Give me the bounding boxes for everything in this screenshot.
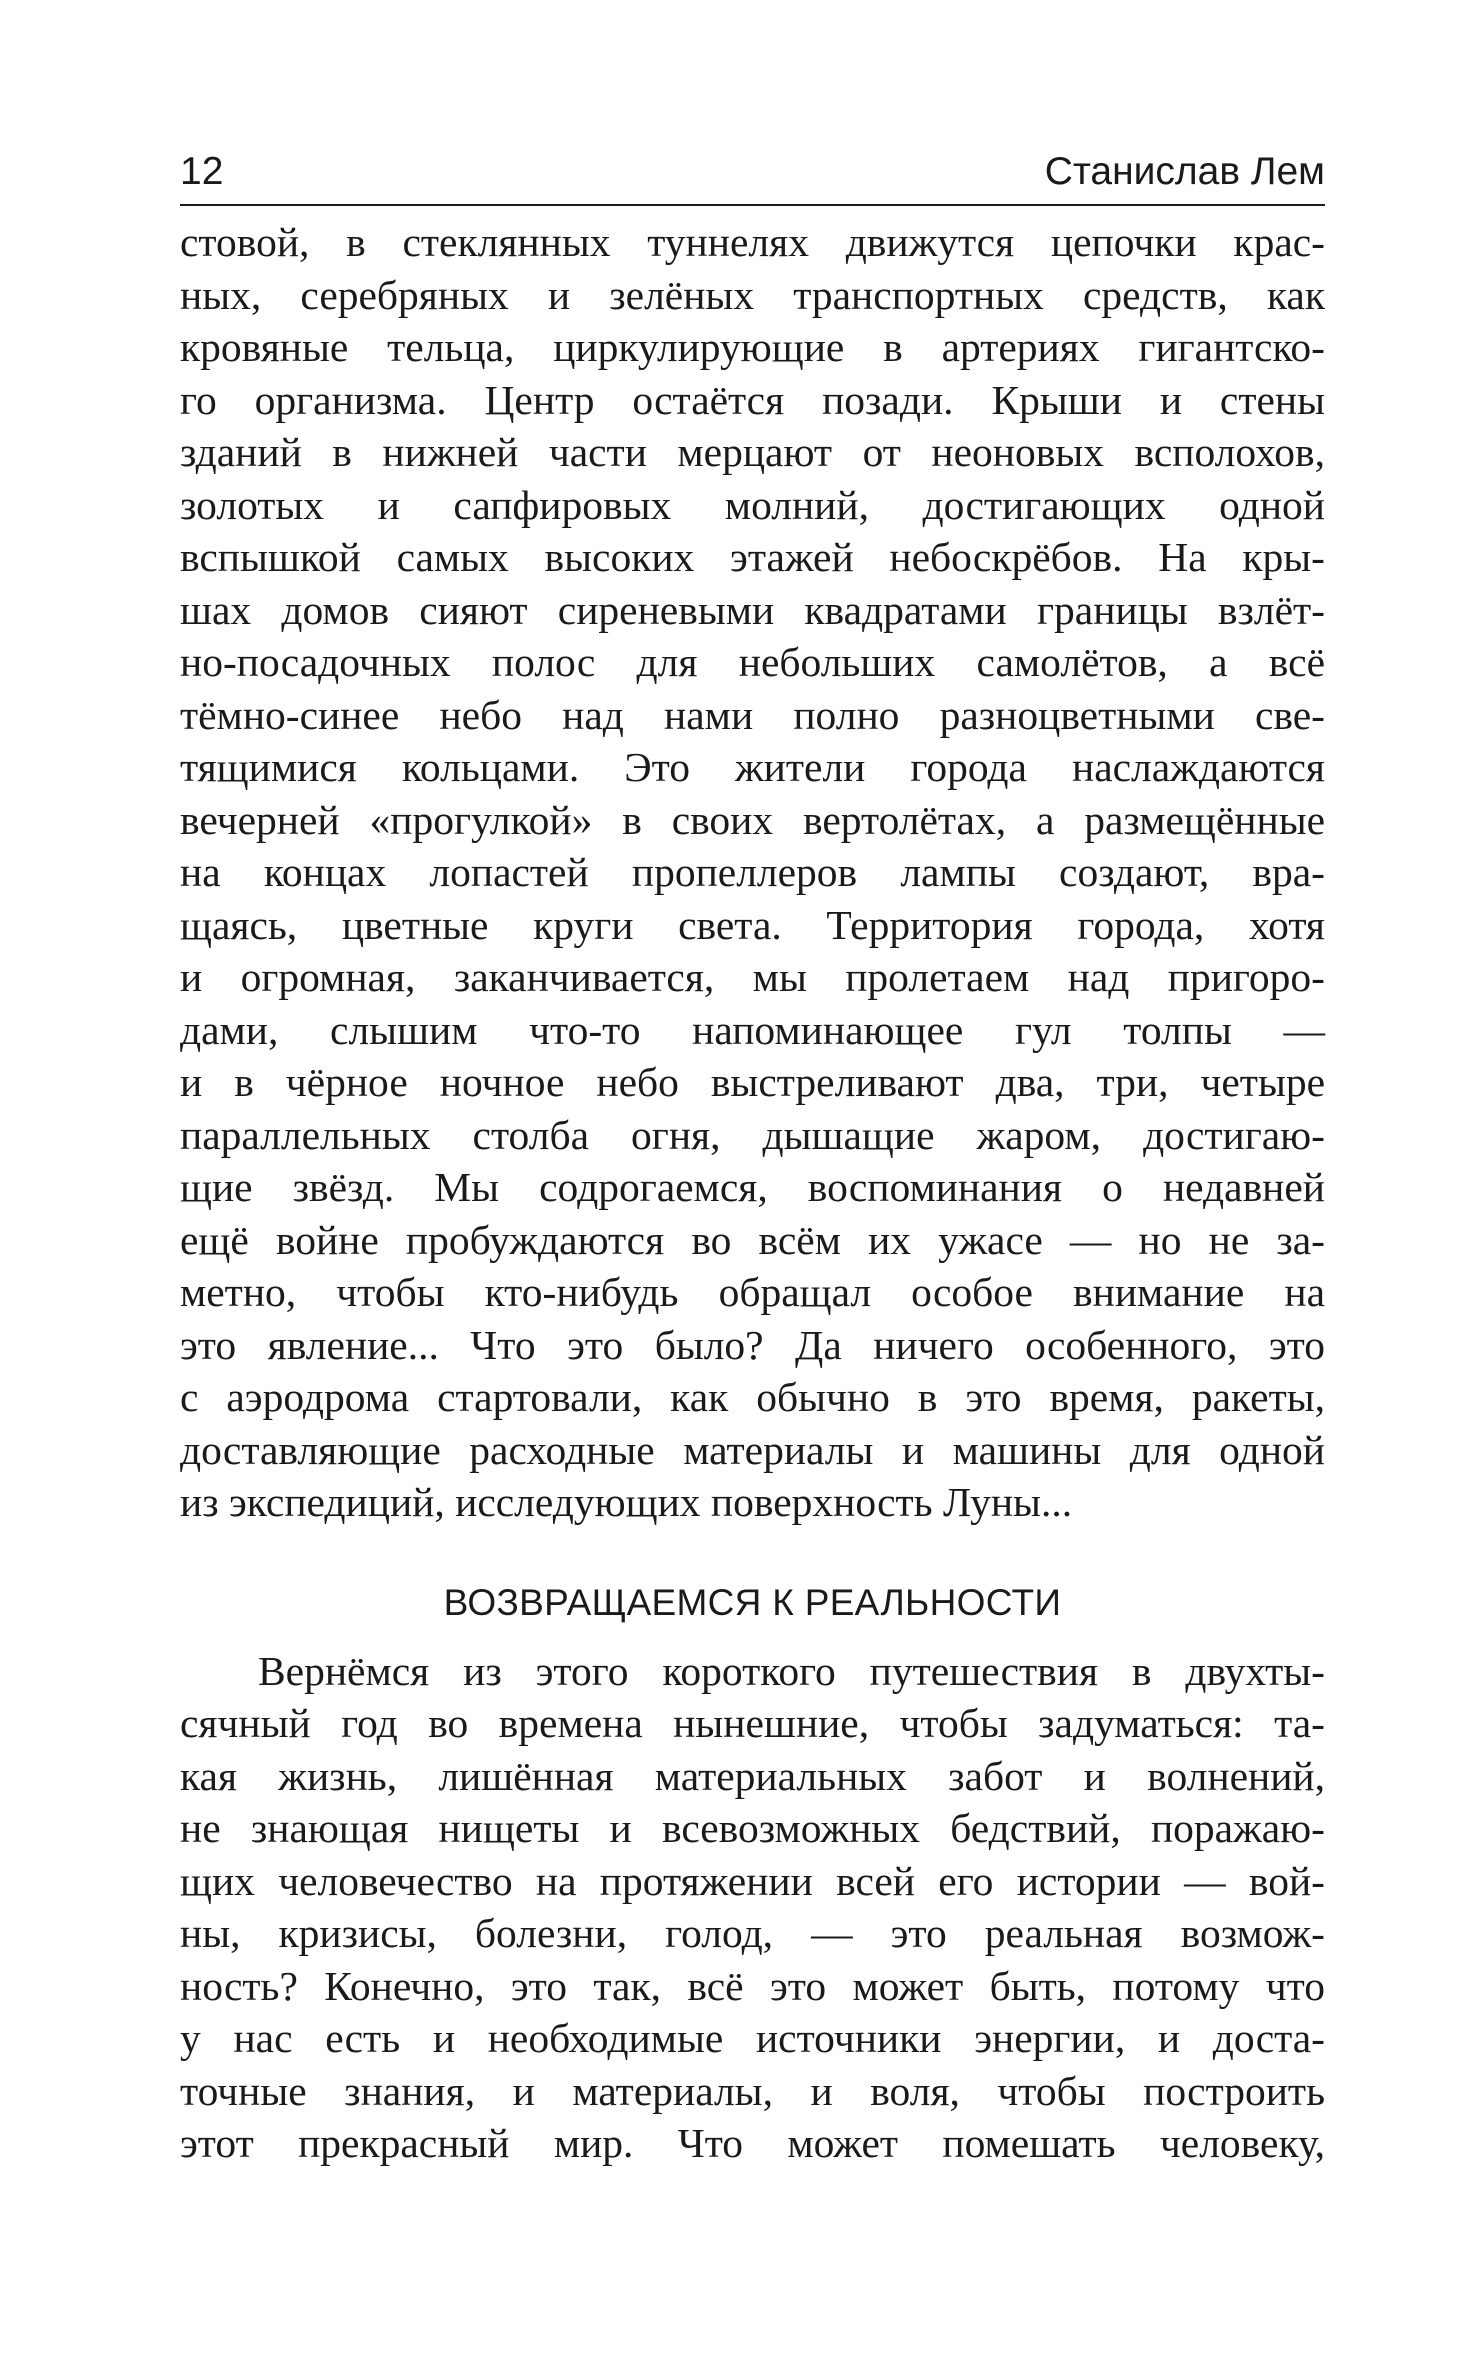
text-line: точные знания, и материалы, и воля, чтобы построить: [180, 2067, 1325, 2114]
text-line: Вернёмся из этого короткого путешествия в двухты-: [258, 1647, 1325, 1694]
text-line: и в чёрное ночное небо выстреливают два, три, четыре: [180, 1059, 1325, 1105]
text-line: это явление... Что это было? Да ничего особенного, это: [180, 1321, 1325, 1368]
text-line: метно, чтобы кто-нибудь обращал особое внимание на: [180, 1269, 1325, 1315]
text-line: шах домов сияют сиреневыми квадратами границы взлёт-: [180, 586, 1325, 633]
text-line: щих человечество на протяжении всей его истории — вой-: [180, 1857, 1325, 1904]
text-line: вечерней «прогулкой» в своих вертолётах, а размещённые: [180, 796, 1325, 843]
text-line: сячный год во времена нынешние, чтобы задуматься: та-: [180, 1700, 1325, 1746]
running-head: [180, 150, 1325, 206]
text-line: ных, серебряных и зелёных транспортных средств, как: [180, 271, 1325, 318]
author-name: Станислав Лем: [1044, 150, 1325, 193]
text-line: доставляющие расходные материалы и машины для одной: [180, 1426, 1325, 1473]
text-line: вспышкой самых высоких этажей небоскрёбов. На кры-: [180, 534, 1325, 580]
text-line: ещё войне пробуждаются во всём их ужасе — но не за-: [180, 1216, 1325, 1263]
section-heading: ВОЗВРАЩАЕМСЯ К РЕАЛЬНОСТИ: [443, 1581, 1062, 1623]
text-line: но-посадочных полос для небольших самолётов, а всё: [180, 639, 1325, 685]
text-line: ны, кризисы, болезни, голод, — это реальная возмож-: [180, 1910, 1325, 1956]
text-line: стовой, в стеклянных туннелях движутся цепочки крас-: [180, 219, 1325, 265]
page-number: 12: [180, 150, 224, 193]
text-line: кая жизнь, лишённая материальных забот и волнений,: [180, 1752, 1325, 1799]
text-line: ность? Конечно, это так, всё это может быть, потому что: [180, 1962, 1325, 2009]
text-line: зданий в нижней части мерцают от неоновых всполохов,: [180, 429, 1325, 475]
text-line: и огромная, заканчивается, мы пролетаем над пригоро-: [180, 954, 1325, 1000]
text-line: параллельных столба огня, дышащие жаром, достигаю-: [180, 1111, 1325, 1158]
text-line: на концах лопастей пропеллеров лампы создают, вра-: [180, 849, 1325, 895]
book-page: [180, 150, 1325, 2170]
text-line: щаясь, цветные круги света. Территория города, хотя: [180, 901, 1325, 948]
text-line: этот прекрасный мир. Что может помешать человеку,: [180, 2120, 1325, 2166]
text-line: с аэродрома стартовали, как обычно в это время, ракеты,: [180, 1374, 1325, 1420]
text-line: тящимися кольцами. Это жители города наслаждаются: [180, 744, 1325, 790]
text-line: золотых и сапфировых молний, достигающих одной: [180, 481, 1325, 528]
text-line: кровяные тельца, циркулирующие в артериях гигантско-: [180, 324, 1325, 370]
text-line: щие звёзд. Мы содрогаемся, воспоминания о недавней: [180, 1164, 1325, 1210]
text-line: го организма. Центр остаётся позади. Крыши и стены: [180, 376, 1325, 423]
text-line: из экспедиций, исследующих поверхность Луны...: [180, 1479, 1073, 1525]
paragraph-1: [180, 216, 1325, 1529]
text-line: у нас есть и необходимые источники энергии, и доста-: [180, 2015, 1325, 2061]
text-line: тёмно-синее небо над нами полно разноцветными све-: [180, 691, 1325, 738]
body-text: [180, 216, 1325, 2170]
text-line: дами, слышим что-то напоминающее гул толпы —: [180, 1006, 1325, 1053]
paragraph-2: [180, 1645, 1325, 2170]
text-line: не знающая нищеты и всевозможных бедствий, поражаю-: [180, 1805, 1325, 1851]
